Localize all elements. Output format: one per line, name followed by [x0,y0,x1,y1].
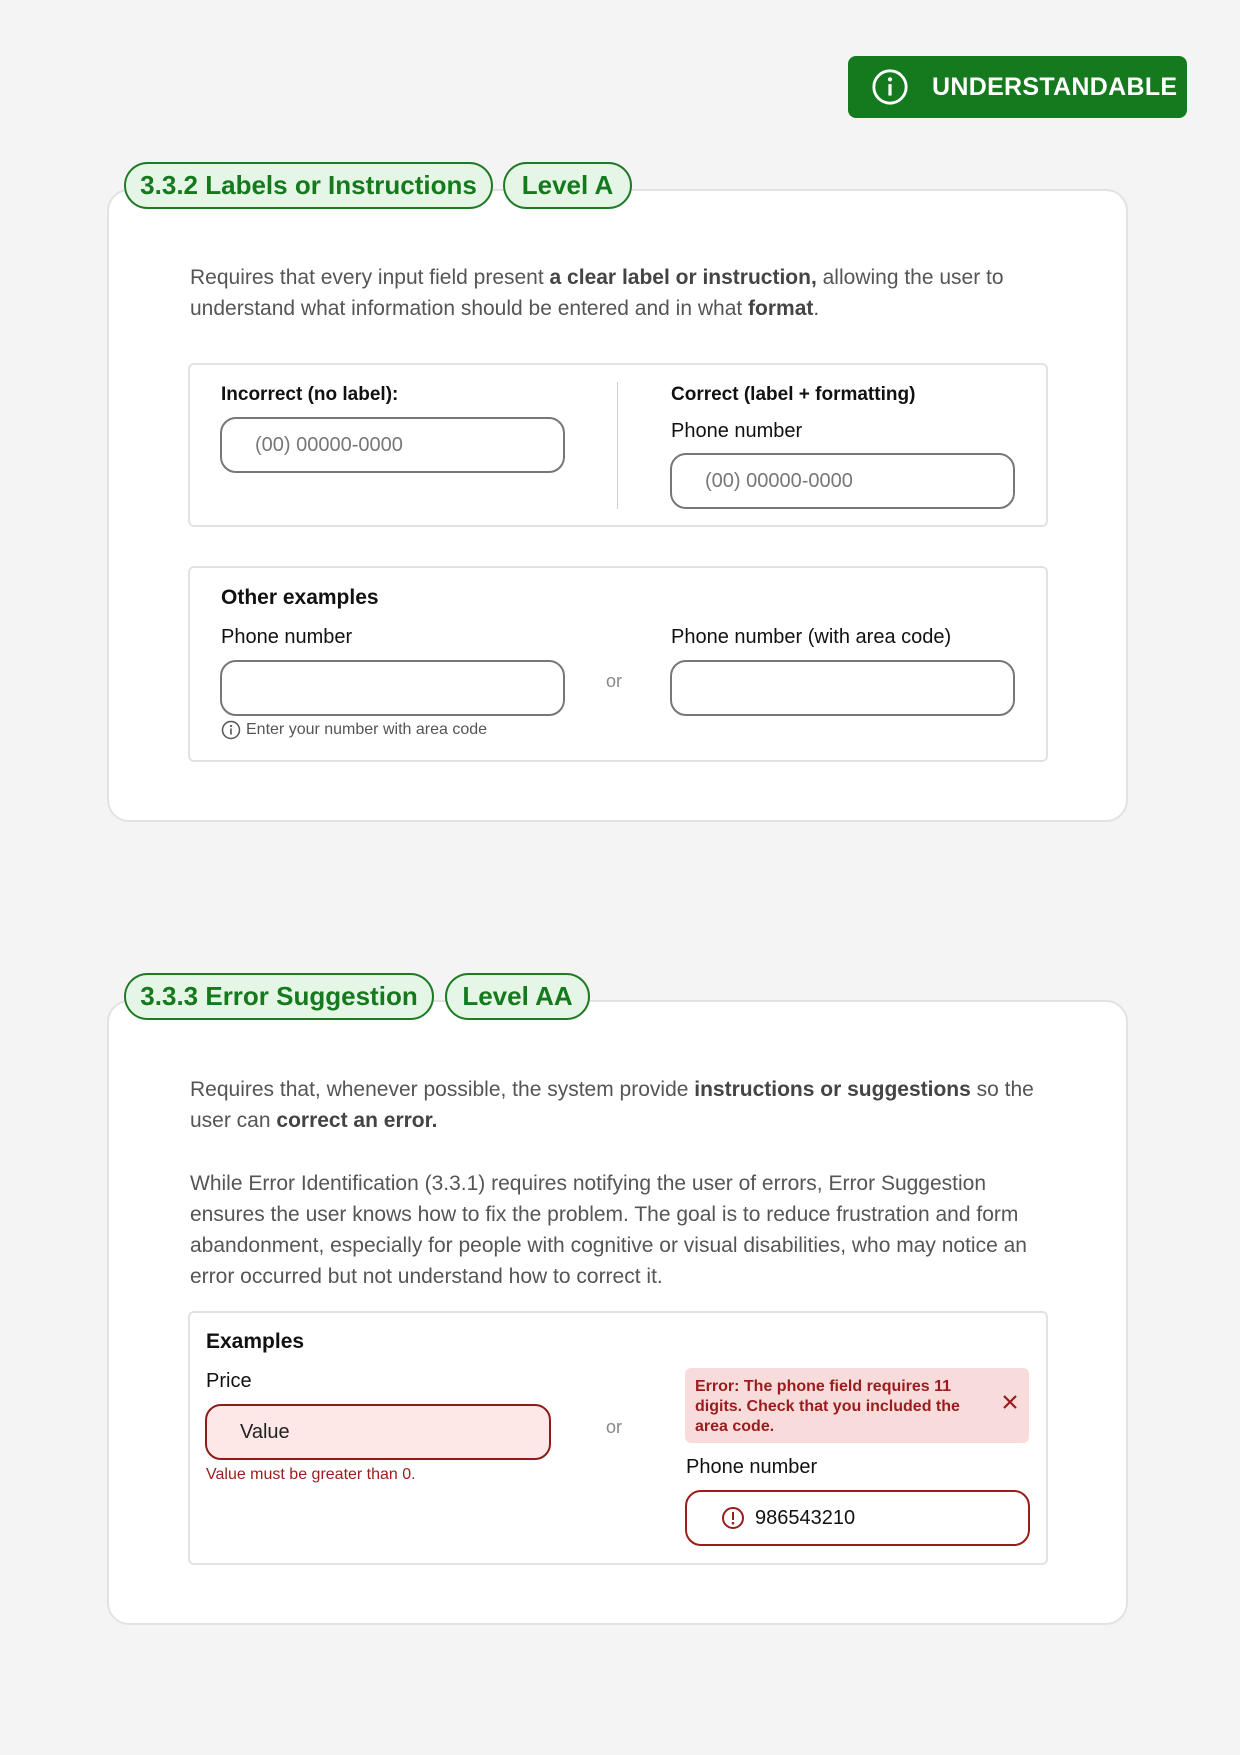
examples-heading: Examples [206,1330,305,1353]
phone-area-code-label: Phone number (with area code) [671,626,952,648]
badge-label: UNDERSTANDABLE [932,72,1178,101]
correct-label: Correct (label + formatting) [671,384,916,405]
phone-error-input[interactable] [685,1490,1030,1546]
section1-description: Requires that every input field present a clear label or instruction, allowing the user to understand what information should be entered and in what format. [190,266,1004,320]
section2-description: Requires that, whenever possible, the system provide instructions or suggestions so the user can correct an error. [190,1078,1034,1132]
section2-explanation: While Error Identification (3.3.1) requires notifying the user of errors, Error Suggestion ensures the user knows how to fix the problem. The goal is to reduce frustration and form abandonment, especially for people with cognitive or visual disabilities, who may notice an error occurred but not understand how to correct it. [190,1172,1027,1288]
level-pill: Level A [503,162,632,209]
phone-input-with-hint[interactable] [220,660,565,716]
alert-message: Error: The phone field requires 11 digits. Check that you included the area code. [695,1378,960,1435]
price-input[interactable]: Value [205,1404,551,1460]
or-separator: or [606,671,623,691]
error-alert [685,1368,1029,1443]
or-separator: or [606,1417,623,1437]
error-icon [721,1506,745,1530]
unlabeled-phone-input[interactable]: (00) 00000-0000 [220,417,565,473]
hint-text: Enter your number with area code [221,720,487,740]
comparison-divider [617,382,618,509]
price-label: Price [206,1370,252,1392]
section-title-pill: 3.3.2 Labels or Instructions [124,162,493,209]
phone-number-label: Phone number [686,1456,818,1478]
level-pill: Level AA [445,973,590,1020]
info-icon [221,720,241,740]
labeled-phone-input[interactable]: (00) 00000-0000 [670,453,1015,509]
other-examples-heading: Other examples [221,586,379,609]
info-icon [871,68,909,106]
price-error-message: Value must be greater than 0. [206,1466,416,1483]
close-icon[interactable] [1001,1393,1019,1411]
phone-number-label: Phone number [221,626,353,648]
understandable-badge [848,56,1187,118]
section-title-pill: 3.3.3 Error Suggestion [124,973,434,1020]
phone-area-code-input[interactable] [670,660,1015,716]
phone-number-label: Phone number [671,420,803,442]
phone-value: 986543210 [755,1506,856,1529]
incorrect-label: Incorrect (no label): [221,384,399,405]
